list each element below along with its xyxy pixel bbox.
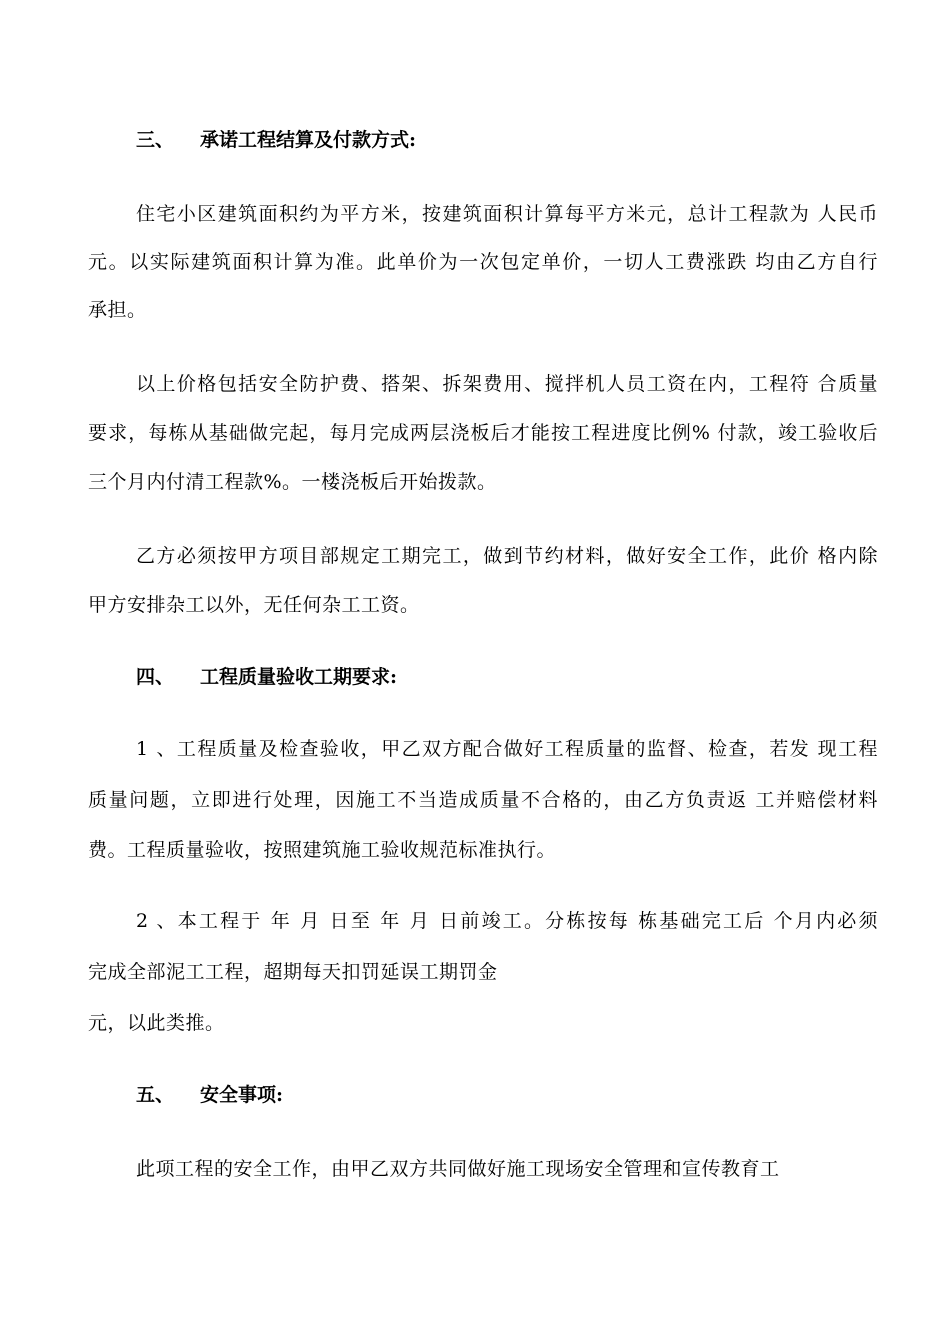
paragraph-line: 甲方安排杂工以外，无任何杂工工资。: [88, 594, 420, 616]
paragraph-line: 承担。: [88, 299, 147, 321]
paragraph-line: 元。以实际建筑面积计算为准。此单价为一次包定单价，一切人工费涨跌 均由乙方自行: [88, 251, 878, 273]
list-item-text: 工程质量及检查验收，甲乙双方配合做好工程质量的监督、检查，若发 现工程: [176, 738, 878, 760]
paragraph-line: 要求，每栋从基础做完起，每月完成两层浇板后才能按工程进度比例% 付款，竣工验收后: [88, 422, 878, 444]
section-number: 三、: [136, 129, 175, 151]
section-title: 安全事项:: [200, 1084, 284, 1106]
paragraph-line: 三个月内付清工程款%。一楼浇板后开始拨款。: [88, 471, 497, 493]
paragraph-line: 此项工程的安全工作，由甲乙双方共同做好施工现场安全管理和宣传教育工: [136, 1158, 780, 1180]
section-heading-4: [136, 665, 397, 689]
paragraph-line: 质量问题，立即进行处理，因施工不当造成质量不合格的，由乙方负责返 工并赔偿材料: [88, 789, 878, 811]
paragraph-line: 乙方必须按甲方项目部规定工期完工，做到节约材料，做好安全工作，此价 格内除: [136, 545, 878, 567]
section-number: 四、: [136, 666, 175, 688]
paragraph-line: 住宅小区建筑面积约为平方米，按建筑面积计算每平方米元，总计工程款为 人民币: [136, 203, 878, 225]
list-item-number: 2、: [136, 910, 176, 932]
section-title: 工程质量验收工期要求:: [200, 666, 398, 688]
section-heading-5: [136, 1083, 283, 1107]
paragraph-line: 以上价格包括安全防护费、搭架、拆架费用、搅拌机人员工资在内，工程符 合质量: [136, 373, 878, 395]
paragraph-line: 完成全部泥工工程，超期每天扣罚延误工期罚金: [88, 961, 498, 983]
section-heading-3: [136, 128, 416, 152]
paragraph-line: 费。工程质量验收，按照建筑施工验收规范标准执行。: [88, 839, 557, 861]
list-item-text: 本工程于 年 月 日至 年 月 日前竣工。分栋按每 栋基础完工后 个月内必须: [176, 910, 878, 932]
paragraph-line: 元，以此类推。: [88, 1012, 225, 1034]
list-item-line: [136, 909, 878, 933]
section-title: 承诺工程结算及付款方式:: [200, 129, 417, 151]
list-item-line: [136, 737, 878, 761]
section-number: 五、: [136, 1084, 175, 1106]
list-item-number: 1、: [136, 738, 176, 760]
